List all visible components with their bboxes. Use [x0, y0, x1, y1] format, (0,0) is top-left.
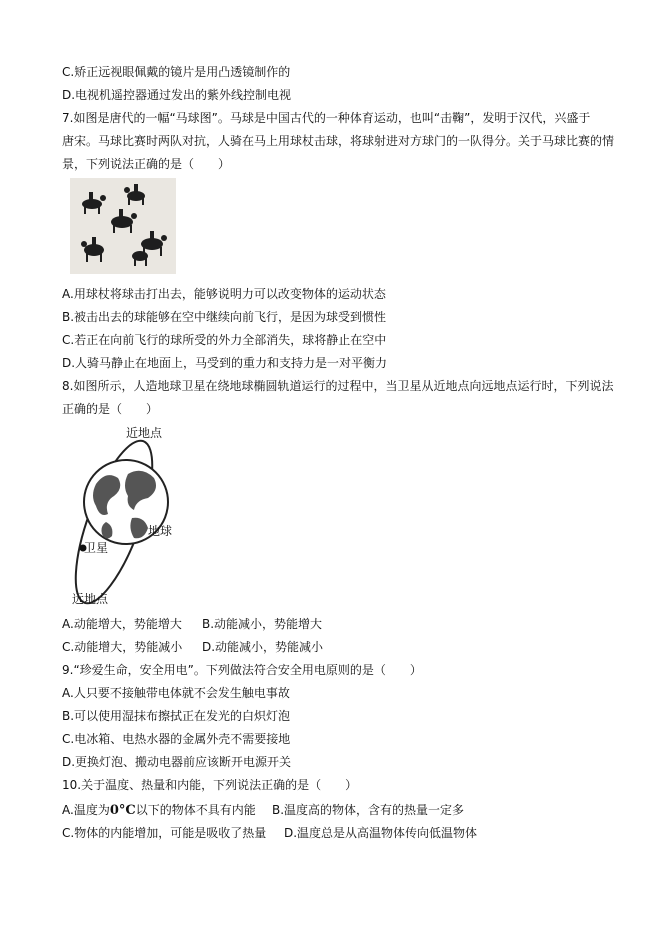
polo-riders-illustration	[70, 178, 176, 274]
q8-option-a: A.动能增大，势能增大	[62, 617, 182, 631]
q9-option-c: C.电冰箱、电热水器的金属外壳不需要接地	[62, 732, 291, 746]
q8-options-row-1	[62, 616, 322, 632]
q8-options-row-2	[62, 639, 323, 655]
q9-option-d: D.更换灯泡、搬动电器前应该断开电源开关	[62, 755, 292, 769]
q9-option-a: A.人只要不接触带电体就不会发生触电事故	[62, 686, 290, 700]
orbit-diagram	[66, 422, 186, 608]
q10-option-b: B.温度高的物体，含有的热量一定多	[272, 803, 465, 817]
q6-option-c: C.矫正远视眼佩戴的镜片是用凸透镜制作的	[62, 65, 291, 79]
q8-stem-line-2: 正确的是（ ）	[62, 402, 159, 416]
apogee-label: 远地点	[72, 592, 109, 606]
q7-option-b: B.被击出去的球能够在空中继续向前飞行，是因为球受到惯性	[62, 310, 387, 324]
perigee-label: 近地点	[126, 426, 163, 440]
q10-options-row-1	[62, 802, 464, 819]
q7-option-d: D.人骑马静止在地面上，马受到的重力和支持力是一对平衡力	[62, 356, 388, 370]
zero-celsius-symbol: 0°C	[109, 803, 136, 818]
q10-stem: 10.关于温度、热量和内能，下列说法正确的是（ ）	[62, 778, 358, 792]
satellite-label: 卫星	[84, 541, 109, 555]
q8-option-b: B.动能减小，势能增大	[202, 617, 323, 631]
q10-options-row-2	[62, 825, 477, 841]
polo-painting-figure	[70, 178, 176, 274]
q6-option-d: D.电视机遥控器通过发出的紫外线控制电视	[62, 88, 292, 102]
q9-option-b: B.可以使用湿抹布擦拭正在发光的白炽灯泡	[62, 709, 291, 723]
q7-stem-line-3: 景，下列说法正确的是（ ）	[62, 157, 231, 171]
q10-option-a: A.温度为0°C以下的物体不具有内能	[62, 803, 256, 818]
q7-stem-line-1: 7.如图是唐代的一幅“马球图”。马球是中国古代的一种体育运动，也叫“击鞠”，发明于汉代，兴盛于	[62, 111, 591, 125]
q9-stem: 9.“珍爱生命，安全用电”。下列做法符合安全用电原则的是（ ）	[62, 663, 422, 677]
q8-stem-line-1: 8.如图所示，人造地球卫星在绕地球椭圆轨道运行的过程中，当卫星从近地点向远地点运行时，下列说法	[62, 379, 614, 393]
q7-stem-line-2: 唐宋。马球比赛时两队对抗，人骑在马上用球杖击球，将球射进对方球门的一队得分。关于马球比赛的情	[62, 134, 615, 148]
q8-option-c: C.动能增大，势能减小	[62, 640, 183, 654]
q8-option-d: D.动能减小，势能减小	[202, 640, 324, 654]
satellite-orbit-figure	[66, 422, 186, 608]
q10-option-c: C.物体的内能增加，可能是吸收了热量	[62, 826, 267, 840]
q10-option-d: D.温度总是从高温物体传向低温物体	[284, 826, 478, 840]
earth-label: 地球	[148, 524, 173, 538]
q7-option-c: C.若正在向前飞行的球所受的外力全部消失，球将静止在空中	[62, 333, 387, 347]
q7-option-a: A.用球杖将球击打出去，能够说明力可以改变物体的运动状态	[62, 287, 386, 301]
